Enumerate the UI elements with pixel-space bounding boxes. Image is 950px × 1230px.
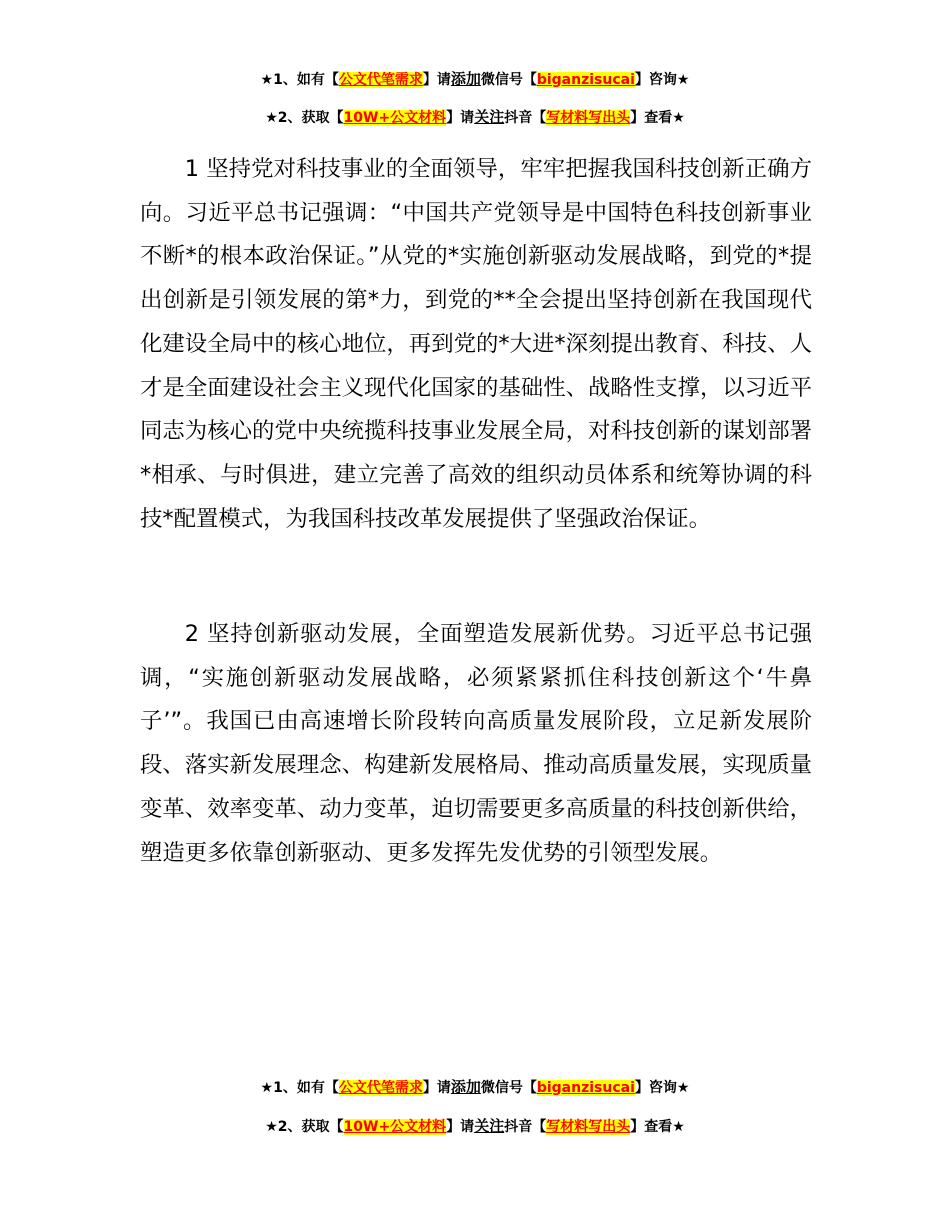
promo-text: 】查看 [630, 1119, 673, 1135]
body-paragraph-1: 1 坚持党对科技事业的全面领导，牢牢把握我国科技创新正确方向。习近平总书记强调：“中国共产党领导是中国特色科技创新事业不断*的根本政治保证。”从党的*实施创新驱动发展战略，到党的*提出创新是引领发展的第*力，到党的**全会提出坚持创新在我国现代化建设全局中的核心地位，再到党的*大进*深刻提出教育、科技、人才是全面建设社会主义现代化国家的基础性、战略性支撑，以习近平同志为核心的党中央统揽科技事业发展全局，对科技创新的谋划部署*相承、与时俱进，建立完善了高效的组织动员体系和统筹协调的科技*配置模式，为我国科技改革发展提供了坚强政治保证。 [140, 156, 812, 532]
promo-text: 】请 [446, 110, 475, 126]
promo-highlight: 10W+公文材料 [343, 110, 447, 126]
promo-text: 】咨询 [634, 1080, 677, 1096]
promo-highlight: biganzisucai [536, 1080, 635, 1096]
promo-text: 2、获取【 [277, 110, 344, 126]
promo-banner-top-line-1 [0, 69, 950, 90]
promo-underline: 添加 [450, 1078, 481, 1096]
promo-underline: 添加 [450, 70, 481, 88]
promo-highlight: biganzisucai [536, 72, 635, 88]
star-icon: ★ [672, 110, 685, 126]
promo-text: 抖音【 [504, 110, 547, 126]
promo-text: 微信号【 [480, 72, 537, 88]
promo-banner-bottom-line-1 [0, 1077, 950, 1098]
promo-underline: 关注 [474, 1117, 505, 1135]
promo-banner-bottom-line-2 [0, 1116, 950, 1137]
promo-highlight: 10W+公文材料 [343, 1119, 447, 1135]
star-icon: ★ [676, 1080, 690, 1096]
promo-text: 1、如有【 [273, 72, 339, 88]
promo-text: 】请 [446, 1119, 475, 1135]
promo-text: 1、如有【 [273, 1080, 339, 1096]
star-icon: ★ [260, 72, 274, 88]
star-icon: ★ [265, 110, 278, 126]
body-paragraph-2: 2 坚持创新驱动发展，全面塑造发展新优势。习近平总书记强调，“实施创新驱动发展战略，必须紧紧抓住科技创新这个‘牛鼻子’”。我国已由高速增长阶段转向高质量发展阶段，立足新发展阶段、落实新发展理念、构建新发展格局、推动高质量发展，实现质量变革、效率变革、动力变革，迫切需要更多高质量的科技创新供给，塑造更多依靠创新驱动、更多发挥先发优势的引领型发展。 [140, 621, 812, 866]
promo-highlight: 写材料写出头 [546, 110, 631, 126]
promo-text: 抖音【 [504, 1119, 547, 1135]
promo-text: 2、获取【 [277, 1119, 344, 1135]
promo-underline: 关注 [474, 108, 505, 126]
star-icon: ★ [260, 1080, 274, 1096]
promo-text: 】查看 [630, 110, 673, 126]
star-icon: ★ [672, 1119, 685, 1135]
star-icon: ★ [676, 72, 690, 88]
promo-text: 】咨询 [634, 72, 677, 88]
star-icon: ★ [265, 1119, 278, 1135]
promo-highlight: 公文代笔需求 [338, 1080, 423, 1096]
promo-text: 】请 [422, 1080, 451, 1096]
promo-banner-top-line-2 [0, 107, 950, 128]
promo-text: 微信号【 [480, 1080, 537, 1096]
promo-highlight: 公文代笔需求 [338, 72, 423, 88]
promo-highlight: 写材料写出头 [546, 1119, 631, 1135]
promo-text: 】请 [422, 72, 451, 88]
